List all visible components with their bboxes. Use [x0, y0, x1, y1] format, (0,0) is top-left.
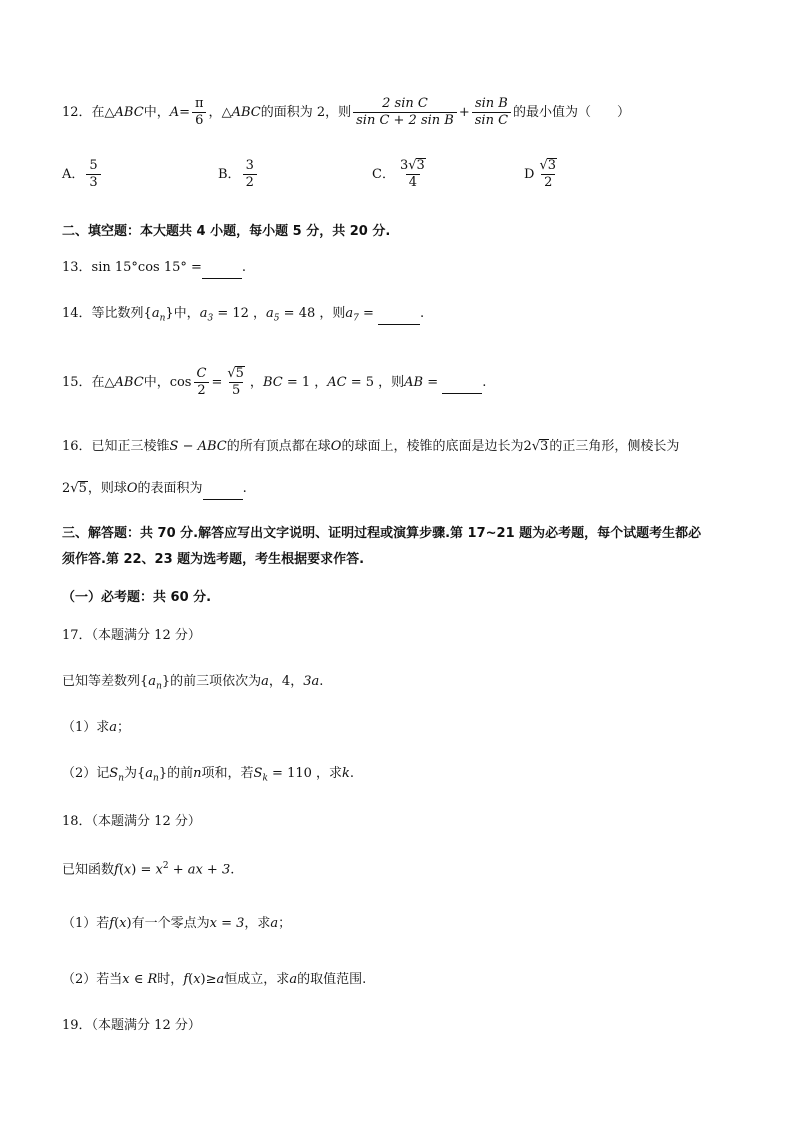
option-label: B． — [218, 167, 241, 182]
answer-blank[interactable] — [203, 479, 243, 500]
triangle-symbol: △ — [104, 105, 115, 120]
text: 的所有顶点都在球 — [226, 439, 331, 454]
var: S — [253, 766, 263, 781]
section-3-title-line2: 须作答.第 22、23 题为选考题，考生根据要求作答. — [62, 552, 365, 567]
section-3-title-line1: 三、解答题：共 70 分.解答应写出文字说明、证明过程或演算步骤.第 17~21 题为必考题，每个试题考生都必 — [62, 526, 702, 541]
coefficient: 2 — [62, 481, 71, 496]
numerator: π — [195, 96, 204, 111]
triangle-name: ABC — [114, 375, 144, 390]
q12-options — [62, 158, 662, 194]
option-c[interactable] — [372, 158, 431, 191]
coefficient: 3 — [399, 158, 409, 173]
triangle-symbol: △ — [104, 375, 115, 390]
option-label: A． — [62, 167, 85, 182]
equation: x = 3 — [209, 916, 245, 931]
radicand: 3 — [416, 158, 425, 173]
text: = 1 ， — [282, 375, 328, 390]
var-a: A — [169, 105, 180, 120]
numerator: 5 — [89, 158, 98, 173]
text: 中， — [143, 375, 170, 390]
question-12 — [62, 96, 630, 129]
text: + ax + 3 — [168, 862, 231, 878]
text: 的前三项依次为 — [170, 674, 262, 689]
var: a — [199, 306, 208, 321]
option-d[interactable] — [524, 158, 562, 191]
var: n — [193, 766, 202, 781]
equals: = — [211, 375, 223, 390]
subscript: 7 — [353, 313, 359, 324]
text: 有一个零点为 — [131, 916, 210, 931]
func: f — [114, 862, 119, 878]
ge-symbol: ≥ — [205, 972, 217, 987]
text: = — [358, 306, 379, 321]
q14-number: 14．等比数列 — [62, 306, 144, 321]
text: . — [482, 375, 487, 390]
option-a[interactable] — [62, 158, 103, 191]
fraction-1 — [353, 96, 457, 129]
answer-blank[interactable] — [378, 304, 420, 325]
denominator: 2 — [541, 174, 555, 191]
subscript: n — [159, 313, 166, 324]
question-15: 15．在△ABC中，cos $\frac{C}{2}$ = $\frac{√5}{5}$ ，BC = 1 ，AC = 5 ，则AB = . — [62, 366, 487, 398]
part-1-title: （一）必考题：共 60 分. — [62, 590, 212, 605]
var: a — [345, 306, 354, 321]
denominator: 3 — [86, 174, 100, 191]
text: 中， — [173, 306, 200, 321]
equals: = — [179, 105, 190, 120]
text: 的面积为 2，则 — [260, 105, 352, 120]
func: f — [183, 972, 189, 987]
var: x — [119, 916, 127, 931]
text: 已知函数 — [62, 862, 115, 878]
subscript: 5 — [273, 313, 280, 324]
option-c-value — [397, 158, 429, 191]
q17-stem: 已知等差数列$\{a_n\}$的前三项依次为a，4，3a. — [62, 674, 324, 692]
radicand: 5 — [235, 366, 244, 381]
seq-var: a — [145, 766, 154, 781]
answer-blank[interactable] — [202, 258, 242, 279]
text: . — [420, 306, 425, 321]
triangle-symbol: △ — [221, 105, 232, 120]
denominator: sin C + 2 sin B — [353, 112, 457, 129]
text: . — [349, 766, 355, 781]
pi-over-six — [192, 96, 207, 129]
var: k — [342, 766, 350, 781]
var: a — [216, 972, 225, 987]
superscript: 2 — [162, 861, 169, 871]
q18-part-1: （1）若f(x)有一个零点为x = 3，求a； — [62, 916, 292, 931]
var: S — [109, 766, 119, 781]
subscript: n — [118, 773, 124, 784]
numerator: sin B — [474, 96, 508, 111]
var: a — [261, 674, 269, 689]
triangle-name: ABC — [231, 105, 261, 120]
var: BC — [262, 375, 283, 390]
var: x — [123, 862, 132, 878]
numerator: √3 — [539, 158, 557, 173]
q13-number: 13． — [62, 260, 92, 275]
denominator: 2 — [194, 382, 208, 399]
denominator: 6 — [192, 112, 206, 129]
text: 时， — [157, 972, 184, 987]
var: x — [193, 972, 201, 987]
denominator: sin C — [472, 112, 511, 129]
q12-number: 12．在 — [62, 105, 105, 120]
option-b-value — [243, 158, 257, 191]
option-a-value — [86, 158, 100, 191]
cos: cos — [169, 375, 192, 390]
text: 的最小值为（ ） — [513, 105, 631, 120]
numerator: C — [196, 366, 207, 381]
option-label: D — [524, 167, 535, 182]
text: 项和，若 — [201, 766, 254, 781]
question-14: 14．等比数列$\{a_n\}$中，$a_3 = 12$ ，$a_5 = 48$ ，则$a_7$ = . — [62, 306, 425, 324]
answer-blank[interactable] — [442, 373, 482, 394]
q17-header: 17．（本题满分 12 分） — [62, 628, 201, 643]
triangle-name: ABC — [114, 105, 144, 120]
text: = x — [136, 862, 163, 878]
condition: x ∈ R — [122, 972, 158, 987]
option-b[interactable] — [218, 158, 259, 191]
section-2-title: 二、填空题：本大题共 4 小题，每小题 5 分，共 20 分. — [62, 224, 391, 239]
var: a — [109, 720, 118, 735]
text: 的取值范围. — [297, 972, 367, 987]
text: = 48 ，则 — [279, 306, 346, 321]
var: 3a — [303, 674, 320, 689]
coefficient: 2 — [523, 439, 532, 454]
q18-stem: 已知函数$f(x) = x^2$ + ax + 3. — [62, 861, 235, 878]
q17-part-1 — [62, 718, 130, 738]
var: AB — [404, 375, 424, 390]
var: a — [266, 306, 274, 321]
text: . — [241, 260, 247, 275]
var: O — [126, 481, 138, 496]
q18-header: 18．（本题满分 12 分） — [62, 814, 201, 829]
text: 的正三角形，侧棱长为 — [549, 439, 680, 454]
text: ，求 — [244, 916, 271, 931]
question-16-line1: 16．已知正三棱锥S − ABC的所有顶点都在球O的球面上，棱锥的底面是边长为2√3的正三角形，侧棱长为 — [62, 439, 680, 454]
text: 的球面上，棱锥的底面是边长为 — [341, 439, 524, 454]
text: 的表面积为 — [137, 481, 203, 496]
subscript: k — [262, 773, 268, 784]
text: （2）记 — [62, 766, 110, 781]
q15-number: 15．在 — [62, 375, 105, 390]
subscript: n — [153, 773, 159, 784]
question-13 — [62, 258, 246, 279]
option-d-value — [536, 158, 560, 191]
text: 为 — [123, 766, 137, 781]
text: = 110 ，求 — [267, 766, 343, 781]
subscript: n — [156, 681, 162, 692]
seq-var: a — [148, 674, 157, 689]
radicand: 3 — [540, 439, 549, 454]
text: = — [423, 375, 443, 390]
text: . — [242, 481, 247, 496]
text: ； — [278, 916, 292, 931]
q18-part-2: （2）若当x ∈ R时，f(x)≥a恒成立，求a的取值范围. — [62, 972, 367, 987]
text: 的前 — [167, 766, 194, 781]
text: = 12 ， — [213, 306, 267, 321]
func: f — [109, 916, 115, 931]
c-over-2 — [193, 366, 209, 399]
var: a — [270, 916, 279, 931]
text: = 5 ，则 — [346, 375, 405, 390]
denominator: 2 — [243, 174, 257, 191]
text: ，则球 — [87, 481, 127, 496]
q19-header: 19．（本题满分 12 分） — [62, 1018, 201, 1033]
q17-part-2: （2）记$S_n$为$\{a_n\}$的前n项和，若$S_k = 110$ ，求k. — [62, 766, 355, 784]
numerator: 3 — [245, 158, 254, 173]
denominator: 5 — [229, 382, 243, 399]
var: O — [330, 439, 342, 454]
text: . — [230, 862, 235, 878]
pyramid-name: S − ABC — [169, 439, 227, 454]
numerator: 3√3 — [399, 158, 425, 173]
question-16-line2: 2√5，则球O的表面积为 . — [62, 479, 247, 500]
text: . — [319, 674, 324, 689]
text: （2）若当 — [62, 972, 123, 987]
radicand: 3 — [547, 158, 557, 173]
subscript: 3 — [207, 313, 214, 324]
var: a — [289, 972, 298, 987]
text: （1）求 — [62, 720, 110, 735]
q13-expression: sin 15°cos 15° = — [91, 260, 202, 275]
text: ，4， — [268, 674, 304, 689]
text: 已知等差数列 — [62, 674, 141, 689]
text: 恒成立，求 — [224, 972, 290, 987]
fraction-2 — [472, 96, 511, 129]
text: ； — [117, 720, 131, 735]
text: （1）若 — [62, 916, 110, 931]
numerator: 2 sin C — [382, 96, 428, 111]
radicand: 5 — [78, 481, 87, 496]
numerator: √5 — [227, 366, 244, 381]
option-label: C． — [372, 167, 395, 182]
text: ， — [208, 105, 222, 120]
root5-over-5 — [224, 366, 248, 399]
denominator: 4 — [406, 174, 420, 191]
text: 16．已知正三棱锥 — [62, 439, 170, 454]
plus: + — [458, 105, 470, 120]
seq-var: a — [151, 306, 160, 321]
text: 中， — [143, 105, 170, 120]
var: AC — [327, 375, 347, 390]
